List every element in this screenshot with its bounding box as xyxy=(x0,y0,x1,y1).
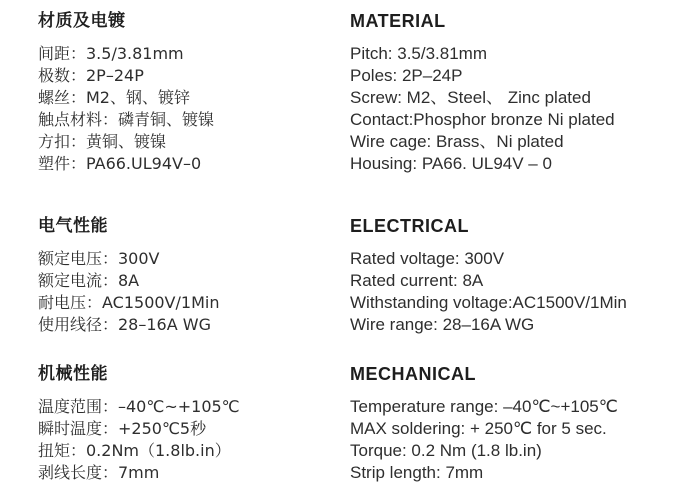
spec-row: Torque: 0.2 Nm (1.8 lb.in) xyxy=(350,441,542,460)
spec-row: 剥线长度：7mm xyxy=(38,463,160,482)
spec-row: Strip length: 7mm xyxy=(350,463,484,482)
spec-row: 触点材料：磷青铜、镀镍 xyxy=(38,110,215,129)
electrical-section-en xyxy=(350,214,627,336)
electrical-section-cn xyxy=(38,214,219,336)
spec-row: 瞬时温度：+250℃5秒 xyxy=(38,419,207,438)
material-heading-en: MATERIAL xyxy=(350,11,446,31)
spec-row: Wire range: 28–16A WG xyxy=(350,315,535,334)
material-section-cn xyxy=(38,9,214,175)
spec-row: Temperature range: –40℃~+105℃ xyxy=(350,397,618,416)
mechanical-section-en xyxy=(350,362,618,484)
spec-row: 扭矩：0.2Nm（1.8lb.in） xyxy=(38,441,231,460)
spec-row: 间距：3.5/3.81mm xyxy=(38,44,184,63)
spec-row: 使用线径：28–16A WG xyxy=(38,315,211,334)
spec-row: 螺丝：M2、钢、镀锌 xyxy=(38,88,190,107)
electrical-heading-cn: 电气性能 xyxy=(38,216,108,236)
mechanical-heading-cn: 机械性能 xyxy=(38,364,108,384)
spec-row: Wire cage: Brass、Ni plated xyxy=(350,132,564,151)
material-heading-cn: 材质及电镀 xyxy=(38,11,126,31)
spec-row: 方扣：黄铜、镀镍 xyxy=(38,132,167,151)
spec-row: Rated current: 8A xyxy=(350,271,484,290)
spec-row: Screw: M2、Steel、 Zinc plated xyxy=(350,88,591,107)
spec-row: 塑件：PA66.UL94V–0 xyxy=(38,154,202,173)
spec-row: Withstanding voltage:AC1500V/1Min xyxy=(350,293,627,312)
spec-row: MAX soldering: + 250℃ for 5 sec. xyxy=(350,419,607,438)
material-section-en xyxy=(350,9,615,175)
spec-row: 温度范围：–40℃~+105℃ xyxy=(38,397,240,416)
mechanical-heading-en: MECHANICAL xyxy=(350,364,476,384)
spec-row: Contact:Phosphor bronze Ni plated xyxy=(350,110,615,129)
mechanical-section-cn xyxy=(38,362,240,484)
spec-row: 额定电流：8A xyxy=(38,271,140,290)
spec-row: 极数：2P–24P xyxy=(38,66,144,85)
spec-row: Poles: 2P–24P xyxy=(350,66,463,85)
electrical-heading-en: ELECTRICAL xyxy=(350,216,469,236)
spec-row: Pitch: 3.5/3.81mm xyxy=(350,44,488,63)
spec-row: Rated voltage: 300V xyxy=(350,249,505,268)
spec-row: 耐电压：AC1500V/1Min xyxy=(38,293,220,312)
spec-row: Housing: PA66. UL94V – 0 xyxy=(350,154,552,173)
spec-row: 额定电压：300V xyxy=(38,249,160,268)
